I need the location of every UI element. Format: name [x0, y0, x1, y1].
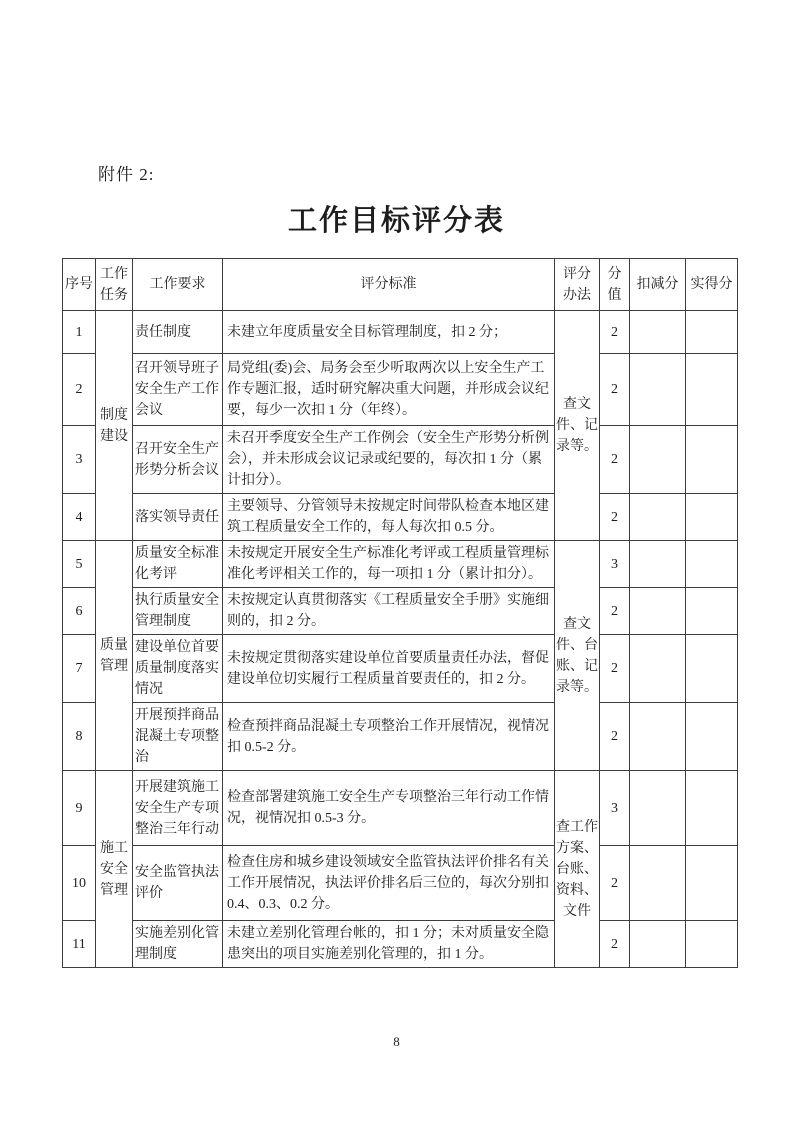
requirement-cell: 建设单位首要质量制度落实情况 [133, 635, 223, 703]
points-cell: 2 [600, 846, 630, 921]
criteria-cell: 未按规定贯彻落实建设单位首要质量责任办法，督促建设单位切实履行工程质量首要责任的，扣 2 分。 [223, 635, 555, 703]
table-header-row [63, 259, 738, 311]
points-cell: 3 [600, 541, 630, 588]
requirement-cell: 执行质量安全管理制度 [133, 588, 223, 635]
seq-cell: 3 [63, 426, 96, 494]
seq-cell: 8 [63, 703, 96, 771]
deduction-cell [630, 921, 686, 968]
criteria-cell: 未建立年度质量安全目标管理制度，扣 2 分； [223, 311, 555, 354]
header-score: 实得分 [686, 259, 738, 311]
method-cell: 查工作方案、台账、资料、文件 [555, 771, 600, 968]
criteria-cell: 未按规定开展安全生产标准化考评或工程质量管理标准化考评相关工作的，每一项扣 1 分（累计扣分）。 [223, 541, 555, 588]
requirement-cell: 责任制度 [133, 311, 223, 354]
page-number: 8 [393, 1034, 400, 1049]
points-cell: 2 [600, 426, 630, 494]
criteria-cell: 未建立差别化管理台帐的，扣 1 分；未对质量安全隐患突出的项目实施差别化管理的，扣 1 分。 [223, 921, 555, 968]
deduction-cell [630, 588, 686, 635]
attachment-label: 附件 2: [98, 165, 155, 184]
seq-cell: 11 [63, 921, 96, 968]
deduction-cell [630, 771, 686, 846]
seq-cell: 2 [63, 354, 96, 426]
requirement-cell: 开展预拌商品混凝土专项整治 [133, 703, 223, 771]
seq-cell: 9 [63, 771, 96, 846]
requirement-cell: 召开安全生产形势分析会议 [133, 426, 223, 494]
scoring-table [62, 258, 738, 968]
table-row [63, 588, 738, 635]
table-row [63, 846, 738, 921]
points-cell: 3 [600, 771, 630, 846]
table-row [63, 541, 738, 588]
requirement-cell: 开展建筑施工安全生产专项整治三年行动 [133, 771, 223, 846]
points-cell: 2 [600, 588, 630, 635]
points-cell: 2 [600, 354, 630, 426]
score-cell [686, 635, 738, 703]
points-cell: 2 [600, 703, 630, 771]
criteria-cell: 未按规定认真贯彻落实《工程质量安全手册》实施细则的，扣 2 分。 [223, 588, 555, 635]
requirement-cell: 实施差别化管理制度 [133, 921, 223, 968]
header-deduction: 扣减分 [630, 259, 686, 311]
points-cell: 2 [600, 635, 630, 703]
task-group-cell: 施工安全管理 [96, 771, 133, 968]
criteria-cell: 局党组(委)会、局务会至少听取两次以上安全生产工作专题汇报，适时研究解决重大问题，并形成会议纪要，每少一次扣 1 分（年终）。 [223, 354, 555, 426]
seq-cell: 5 [63, 541, 96, 588]
header-criteria: 评分标准 [223, 259, 555, 311]
points-cell: 2 [600, 921, 630, 968]
header-task: 工作任务 [96, 259, 133, 311]
requirement-cell: 安全监管执法评价 [133, 846, 223, 921]
score-cell [686, 771, 738, 846]
deduction-cell [630, 846, 686, 921]
seq-cell: 4 [63, 494, 96, 541]
table-row [63, 494, 738, 541]
deduction-cell [630, 426, 686, 494]
seq-cell: 7 [63, 635, 96, 703]
page-title: 工作目标评分表 [287, 205, 505, 237]
score-cell [686, 703, 738, 771]
deduction-cell [630, 635, 686, 703]
header-points: 分值 [600, 259, 630, 311]
requirement-cell: 召开领导班子安全生产工作会议 [133, 354, 223, 426]
criteria-cell: 检查预拌商品混凝土专项整治工作开展情况，视情况扣 0.5-2 分。 [223, 703, 555, 771]
table-row [63, 771, 738, 846]
score-cell [686, 494, 738, 541]
criteria-cell: 检查住房和城乡建设领域安全监管执法评价排名有关工作开展情况，执法评价排名后三位的，每次分别扣 0.4、0.3、0.2 分。 [223, 846, 555, 921]
score-cell [686, 921, 738, 968]
table-row [63, 635, 738, 703]
points-cell: 2 [600, 311, 630, 354]
deduction-cell [630, 311, 686, 354]
table-row [63, 426, 738, 494]
table-row [63, 311, 738, 354]
header-seq: 序号 [63, 259, 96, 311]
table-row [63, 703, 738, 771]
score-cell [686, 541, 738, 588]
requirement-cell: 质量安全标准化考评 [133, 541, 223, 588]
criteria-cell: 检查部署建筑施工安全生产专项整治三年行动工作情况，视情况扣 0.5-3 分。 [223, 771, 555, 846]
deduction-cell [630, 354, 686, 426]
requirement-cell: 落实领导责任 [133, 494, 223, 541]
seq-cell: 6 [63, 588, 96, 635]
method-cell: 查文件、台账、记录等。 [555, 541, 600, 771]
criteria-cell: 主要领导、分管领导未按规定时间带队检查本地区建筑工程质量安全工作的，每人每次扣 0.5 分。 [223, 494, 555, 541]
header-requirement: 工作要求 [133, 259, 223, 311]
table-row [63, 354, 738, 426]
task-group-cell: 质量管理 [96, 541, 133, 771]
deduction-cell [630, 541, 686, 588]
deduction-cell [630, 494, 686, 541]
seq-cell: 10 [63, 846, 96, 921]
task-group-cell: 制度建设 [96, 311, 133, 541]
criteria-cell: 未召开季度安全生产工作例会（安全生产形势分析例会），并未形成会议记录或纪要的，每次扣 1 分（累计扣分）。 [223, 426, 555, 494]
header-method: 评分办法 [555, 259, 600, 311]
method-cell: 查文件、记录等。 [555, 311, 600, 541]
seq-cell: 1 [63, 311, 96, 354]
score-cell [686, 354, 738, 426]
table-row [63, 921, 738, 968]
score-cell [686, 426, 738, 494]
points-cell: 2 [600, 494, 630, 541]
score-cell [686, 588, 738, 635]
score-cell [686, 846, 738, 921]
score-cell [686, 311, 738, 354]
deduction-cell [630, 703, 686, 771]
